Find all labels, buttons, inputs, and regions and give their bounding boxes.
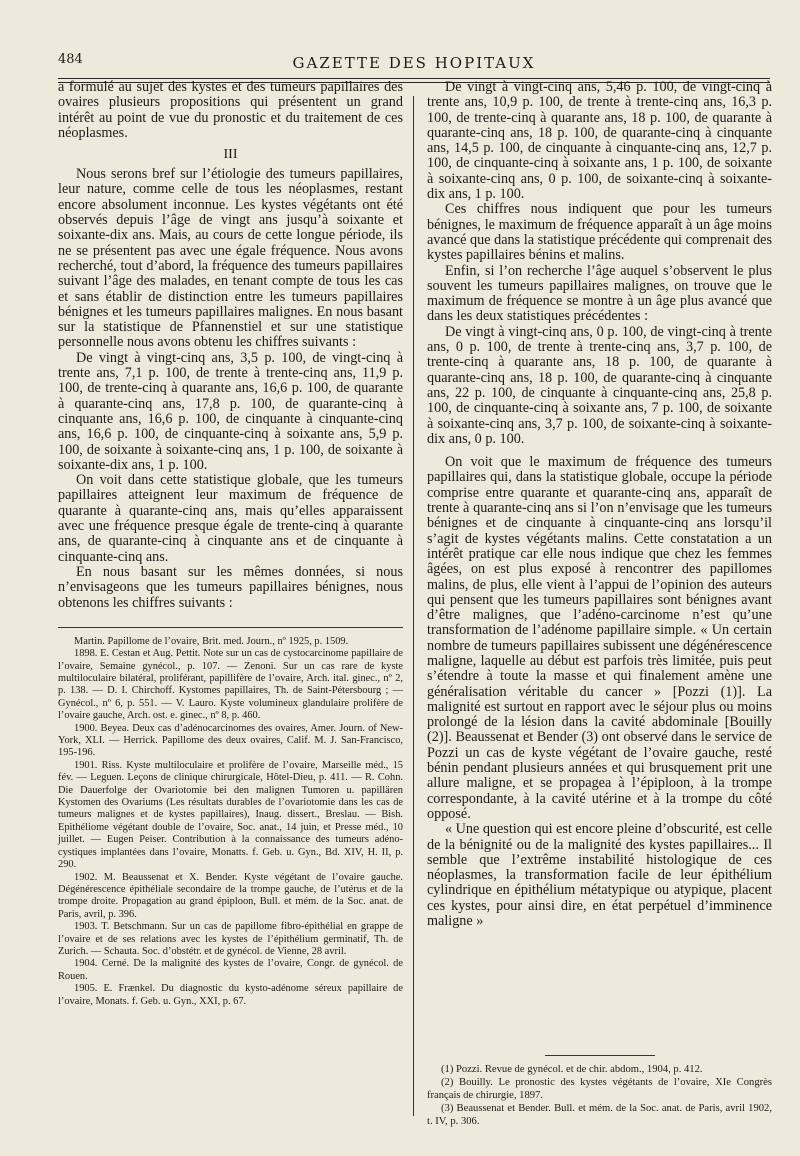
paragraph: Nous serons bref sur l’étiologie des tumeurs papillaires, leur nature, comme celle de tous les néoplasmes, restant encore absolument inconnue. Les kystes végétants ont été observés depuis l’âge de vingt ans jusqu’à soixante et soixante-dix ans. Mais, au cours de cette longue période, ils ne se présentent pas avec une égale fréquence. Nous avons recherché, tout d’abord, la fréquence des tumeurs papillaires suivant l’âge des malades, en tenant compte de tous les cas et sans établir de distinction entre les tumeurs papillaires bénignes et les tumeurs papillaires malignes. En nous basant sur la statistique de Pfannenstiel et sur une statistique personnelle nous avons obtenu les chiffres suivants : [58,166,403,351]
bibliography-entry: 1902. M. Beaussenat et X. Bender. Kyste végétant de l’ovaire gauche. Dégénérescence épithéliale secondaire de la trompe gauche, de l’utérus et de la trompe droite. Propagation au grand épiploon, Bull. et mém. de la Soc. anat. de Paris, avril, p. 396. [58,871,403,920]
column-divider [413,96,414,1116]
bibliography [58,627,403,1008]
paragraph: a formulé au sujet des kystes et des tumeurs papillaires des ovaires plusieurs propositions qui présentent un grand intérêt au point de vue du pronostic et du traitement de ces néoplasmes. [58,79,403,141]
bibliography-entry: 1901. Riss. Kyste multiloculaire et prolifère de l’ovaire, Marseille méd., 15 fév. — Leguen. Leçons de clinique chirurgicale, Hôtel-Dieu, p. 411. — R. Cohn. Die Dauerfolge der Ovariotomie bei den malignen Tumoren u. papillären Kystomen des Ovariums (Les résultats durables de l’ovariotomie dans les cas de tumeurs malignes et de kystes papillaires), Inaug. dissert., Breslau. — Bish. Epithéliome végétant double de l’ovaire, Soc. anat., 14 juin, et Presse méd., 10 juillet. — Eugen Peiser. Contribution à la connaissance des tumeurs adéno-cystiques implantées dans l’ovaire, Monatts. f. Geb. u. Gyn., Bd. XIV, H. II, p. 290. [58,759,403,871]
bibliography-entry: 1898. E. Cestan et Aug. Pettit. Note sur un cas de cystocarcinome papillaire de l’ovaire, Semaine gynécol., p. 107. — Zenoni. Sur un cas rare de kyste multiloculaire bilatéral, proliférant, papillifère de l’ovaire, Arch. ital. ginec., nº 2, p. 138. — D. I. Chirchoff. Kystomes papillaires, Th. de Saint-Pétersbourg ; — Gynécol., nº 6, p. 551. — V. Lauro. Kyste volumineux glandulaire prolifère de l’ovaire gauche, Arch. ost. e. ginec., nº 8, p. 460. [58,648,403,722]
bibliography-entry: 1904. Cerné. De la malignité des kystes de l’ovaire, Congr. de gynécol. de Rouen. [58,958,403,982]
footnote: (3) Beaussenat et Bender. Bull. et mém. de la Soc. anat. de Paris, avril 1902, t. IV, p. 306. [427,1103,772,1127]
bibliography-entry: 1903. T. Betschmann. Sur un cas de papillome fibro-épithélial en grappe de l’ovaire et de ses relations avec les kystes de l’épithélium germinatif, Th. de Zurich. — Schauta. Soc. d’obstétr. et de gynécol. de Vienne, 28 avril. [58,921,403,957]
paragraph: On voit que le maximum de fréquence des tumeurs papillaires qui, dans la statistique globale, occupe la période comprise entre quarante et quarante-cinq ans, apparaît de trente à quarante-cinq ans si l’on n’envisage que les tumeurs bénignes et de cinquante à cinquante-cinq ans lorsqu’il s’agit de kystes végétants malins. Cette constatation a un intérêt pratique car elle nous indique que chez les femmes âgées, on est plus exposé à rencontrer des papillomes malins, de plus, elle vient à l’appui de l’opinion des auteurs qui pensent que les tumeurs papillaires sont bénignes avant d’être malignes, que l’adéno-carcinome n’est qu’une transformation de l’adénome papillaire simple. « Un certain nombre de tumeurs papillaires subissent une dégénérescence maligne, laquelle au début est parfois très limitée, puis peut s’étendre à toute la masse et qui finalement amène une généralisation véritable du cancer » [Pozzi (1)]. La malignité est surtout en rapport avec le séjour plus ou moins prolongé de la lésion dans la cavité abdominale [Bouilly (2)]. Beaussenat et Bender (3) ont observé dans le service de Pozzi un cas de kyste végétant de l’ovaire gauche, resté bénin pendant plusieurs années et qui brusquement prit une allure maligne, et se propagea à l’épiploon, à la trompe correspondante, à la cavité utérine et à la trompe du côté opposé. [427,454,772,822]
paragraph: On voit dans cette statistique globale, que les tumeurs papillaires atteignent leur maximum de fréquence de quarante à quarante-cinq ans, mais qu’elles apparaissent avec une fréquence presque égale de trente-cinq à quarante ans, de quarante-cinq à cinquante ans et de cinquante à cinquante-cinq ans. [58,472,403,565]
bibliography-entry: 1905. E. Frænkel. Du diagnostic du kysto-adénome séreux papillaire de l’ovaire, Monats. f. Geb. u. Gyn., XXI, p. 67. [58,983,403,1007]
paragraph: De vingt à vingt-cinq ans, 5,46 p. 100, de vingt-cinq à trente ans, 10,9 p. 100, de trente à trente-cinq ans, 16,3 p. 100, de trente-cinq à quarante ans, 18 p. 100, de quarante à quarante-cinq ans, 18 p. 100, de quarante-cinq à cinquante ans, 14,5 p. 100, de cinquante à cinquante-cinq ans, 12,7 p. 100, de cinquante-cinq à soixante ans, 1 p. 100, de soixante à soixante-cinq ans, 0 p. 100, de soixante-cinq à soixante-dix ans, 1 p. 100. [427,79,772,203]
paragraph: De vingt à vingt-cinq ans, 0 p. 100, de vingt-cinq à trente ans, 0 p. 100, de trente à trente-cinq ans, 3,7 p. 100, de trente-cinq à quarante ans, 18 p. 100, de quarante à quarante-cinq ans, 18 p. 100, de quarante-cinq à cinquante ans, 22 p. 100, de cinquante à cinquante-cinq ans, 25,8 p. 100, de cinquante-cinq à soixante ans, 7 p. 100, de soixante à soixante-cinq ans, 3,7 p. 100, de soixante-cinq à soixante-dix ans, 0 p. 100. [427,323,772,447]
paragraph: Ces chiffres nous indiquent que pour les tumeurs bénignes, le maximum de fréquence apparaît à un âge moins avancé que dans la statistique précédente qui comprenait des kystes papillaires bénins et malins. [427,201,772,264]
right-column [427,80,772,929]
page-number: 484 [58,52,83,67]
footnote: (1) Pozzi. Revue de gynécol. et de chir. abdom., 1904, p. 412. [441,1064,703,1075]
paragraph: En nous basant sur les mêmes données, si nous n’envisageons que les tumeurs papillaires bénignes, nous obtenons les chiffres suivants : [58,563,403,611]
paragraph: « Une question qui est encore pleine d’obscurité, est celle de la bénignité ou de la malignité des kystes papillaires... Il semble que l’extrême instabilité histologique de ces néoplasmes, la transformation facile de leur épithélium cylindrique en épithélium métatypique ou atypique, placent ces kystes, pour ainsi dire, en état perpétuel d’imminence maligne » [427,821,772,930]
running-title: GAZETTE DES HOPITAUX [292,54,536,72]
footnote: (2) Bouilly. Le pronostic des kystes végétants de l’ovaire, XIe Congrès français de chirurgie, 1897. [427,1077,772,1101]
paragraph: Enfin, si l’on recherche l’âge auquel s’observent le plus souvent les tumeurs papillaires malignes, on trouve que le maximum de fréquence se montre à un âge plus avancé que dans les deux statistiques précédentes : [427,262,772,325]
paragraph: De vingt à vingt-cinq ans, 3,5 p. 100, de vingt-cinq à trente ans, 7,1 p. 100, de trente à trente-cinq ans, 11,9 p. 100, de trente-cinq à quarante ans, 16,6 p. 100, de quarante à quarante-cinq ans, 17,8 p. 100, de quarante-cinq à cinquante ans, 16,6 p. 100, de cinquante à cinquante-cinq ans, 16,6 p. 100, de cinquante-cinq à soixante ans, 5,9 p. 100, de soixante à soixante-cinq ans, 1 p. 100, de soixante à soixante-dix ans, 1 p. 100. [58,349,403,473]
footnotes [427,1055,772,1129]
bibliography-entry: 1900. Beyea. Deux cas d’adénocarcinomes des ovaires, Amer. Journ. of New-York, XLI. — Herrick. Papillome des deux ovaires, Calif. M. J. San-Francisco, 195-196. [58,722,403,759]
left-column [58,80,403,1008]
bibliography-entry: Martin. Papillome de l’ovaire, Brit. med. Journ., nº 1925, p. 1509. [74,635,349,647]
footnote-rule [545,1055,655,1056]
section-number: III [223,147,238,163]
